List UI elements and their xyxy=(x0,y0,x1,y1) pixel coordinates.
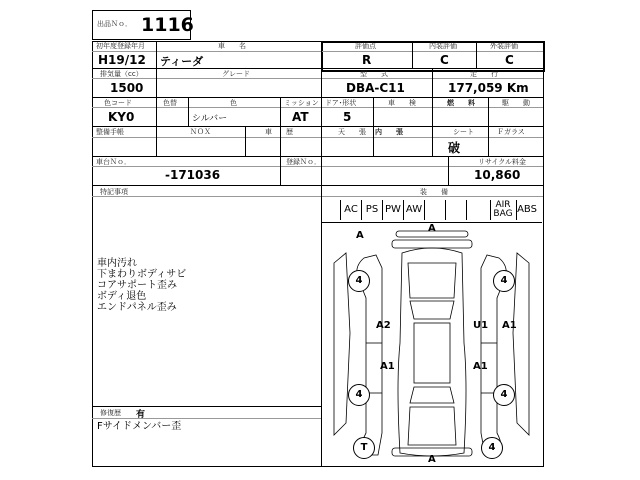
tire-rear-left: 4 xyxy=(348,384,370,406)
seat-value: 破 xyxy=(448,141,461,155)
equip-blank xyxy=(467,200,487,220)
damage-left-rear-door: A1 xyxy=(380,361,395,372)
reg-no-label: 登録Ｎｏ． xyxy=(286,158,321,166)
tire-front-left: 4 xyxy=(348,270,370,292)
chassis-label: 車台Ｎｏ． xyxy=(96,158,131,166)
first-reg-label: 初年度登録年月 xyxy=(96,42,145,50)
model-value: DBA-C11 xyxy=(346,81,405,95)
repair-note: Fサイドメンバー歪 xyxy=(97,421,182,432)
first-reg-value: H19/12 xyxy=(98,53,146,67)
grade-label: グレード xyxy=(222,70,250,78)
fglass-label: Ｆガラス xyxy=(497,128,525,136)
equip-aw: AW xyxy=(405,204,423,215)
equip-ps: PS xyxy=(365,204,379,215)
color-code-value: KY0 xyxy=(108,110,135,124)
doors-value: 5 xyxy=(343,110,352,124)
damage-right-fender: A1 xyxy=(502,320,517,331)
equip-blank xyxy=(446,200,466,220)
equip-airbag: AIR BAG xyxy=(493,200,513,219)
interior-label: 内装評価 xyxy=(429,42,457,50)
chassis-value: -171036 xyxy=(165,168,221,182)
interior-trim-label: 内 張 xyxy=(375,128,403,136)
equipment-label: 装 備 xyxy=(420,188,448,196)
tire-rear-right: 4 xyxy=(493,384,515,406)
lot-box xyxy=(92,10,194,40)
spare-tire: T xyxy=(353,437,375,459)
repair-label: 修復歴 xyxy=(100,409,121,417)
displacement-value: 1500 xyxy=(110,81,144,95)
color-label: 色 xyxy=(230,99,237,107)
model-label: 型 式 xyxy=(360,70,388,78)
recycle-label: リサイクル料金 xyxy=(478,158,527,166)
color-code-label: 色コード xyxy=(104,99,132,107)
manual-label: 整備手帳 xyxy=(96,128,124,136)
transmission-value: AT xyxy=(292,110,309,124)
damage-right-fender-inner: U1 xyxy=(473,320,489,331)
damage-front-left: A xyxy=(356,230,364,241)
lot-number: 1116 xyxy=(141,14,194,36)
fuel-label: 燃 料 xyxy=(447,99,475,107)
damage-rear-bottom: A xyxy=(428,454,436,465)
mileage-value: 177,059 Km xyxy=(448,81,529,95)
transmission-label: ミッション xyxy=(284,99,319,107)
equip-blank xyxy=(425,200,445,220)
lot-label: 出品Ｎｏ． xyxy=(97,20,132,28)
damage-right-rear-door: A1 xyxy=(473,361,488,372)
color-value: シルバー xyxy=(192,114,228,124)
exterior-label: 外装評価 xyxy=(490,42,518,50)
grade-score-label: 評価点 xyxy=(355,42,376,50)
note-line: コアサポート歪み xyxy=(97,280,177,291)
sunroof-label: 天 張 xyxy=(338,128,366,136)
note-line: 車内汚れ xyxy=(97,258,137,269)
exterior-value: C xyxy=(505,53,514,67)
mileage-label: 走 行 xyxy=(470,70,498,78)
equip-abs: ABS xyxy=(517,204,537,215)
car-name-label: 車 名 xyxy=(218,42,246,50)
interior-value: C xyxy=(440,53,449,67)
car-name-value: ティーダ xyxy=(160,55,204,68)
nox-label: ＮＯＸ xyxy=(190,128,211,136)
damage-left-fender: A2 xyxy=(376,320,391,331)
displacement-label: 排気量（cc） xyxy=(100,70,143,78)
history-label: 車 歴 xyxy=(265,128,293,136)
doors-label: ドア･形状 xyxy=(325,99,357,107)
damage-front-top: A xyxy=(428,223,436,234)
grade-score-value: R xyxy=(362,53,372,67)
notes-label: 特記事項 xyxy=(100,188,128,196)
tire-spare-right: 4 xyxy=(481,437,503,459)
tire-front-right: 4 xyxy=(493,270,515,292)
equip-ac: AC xyxy=(344,204,358,215)
recycle-value: 10,860 xyxy=(474,168,521,182)
inspection-label: 車 検 xyxy=(388,99,416,107)
color-type-label: 色替 xyxy=(163,99,177,107)
note-line: エンドパネル歪み xyxy=(97,302,177,313)
repair-value: 有 xyxy=(136,410,146,420)
drive-label: 駆 動 xyxy=(502,99,530,107)
notes-list xyxy=(97,258,186,313)
equip-pw: PW xyxy=(385,204,401,215)
car-diagram xyxy=(322,223,541,464)
note-line: 下まわりボディサビ xyxy=(97,269,187,280)
seat-label: シート xyxy=(453,128,474,136)
note-line: ボディ退色 xyxy=(97,291,147,302)
